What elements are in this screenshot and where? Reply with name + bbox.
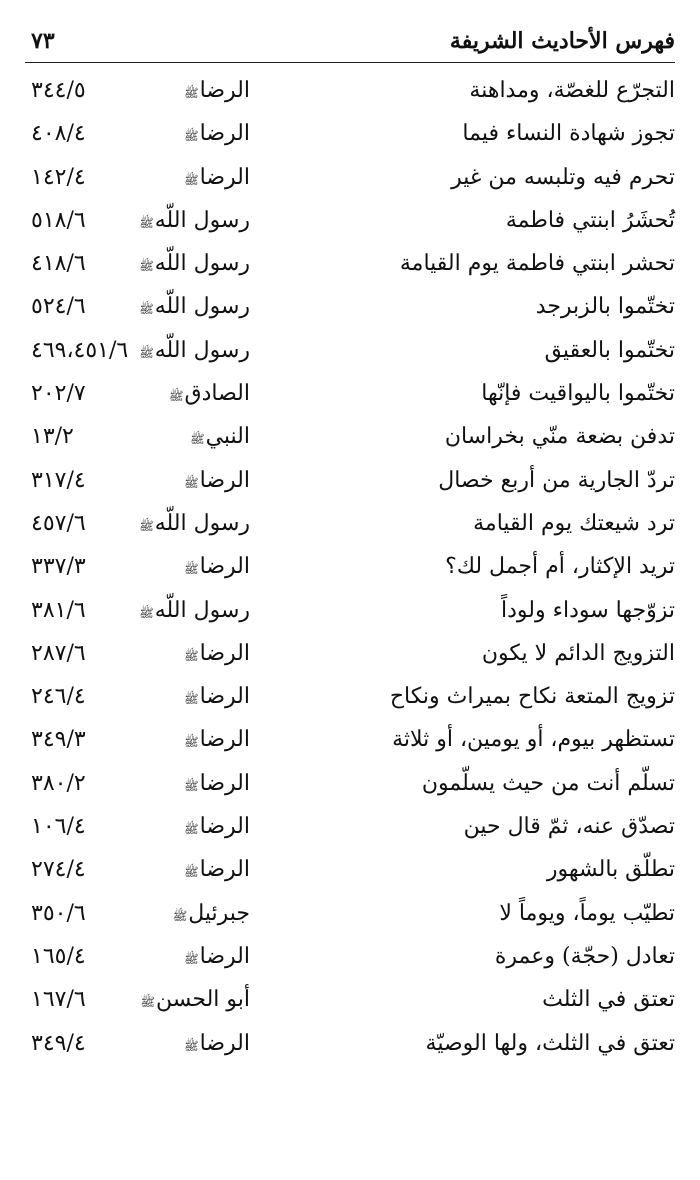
honorific-mark: ﷺ	[184, 129, 199, 144]
volume-page-reference: ١٦٥/٤	[31, 943, 86, 969]
honorific-mark: ﷺ	[184, 778, 199, 793]
narrator	[184, 944, 250, 969]
hadith-text: تختّموا باليواقيت فإنّها	[481, 381, 675, 407]
honorific-mark: ﷺ	[139, 518, 154, 533]
hadith-index-list	[25, 74, 675, 1070]
hadith-text: تستظهر بيوم، أو يومين، أو ثلاثة	[392, 727, 675, 753]
honorific-mark: ﷺ	[184, 475, 199, 490]
list-item	[25, 767, 675, 810]
honorific-mark: ﷺ	[139, 605, 154, 620]
honorific-mark: ﷺ	[184, 735, 199, 750]
list-item	[25, 464, 675, 507]
volume-page-reference: ١٣/٢	[31, 424, 74, 450]
narrator	[184, 78, 250, 103]
honorific-mark: ﷺ	[139, 215, 154, 230]
narrator	[141, 987, 250, 1012]
list-item	[25, 420, 675, 463]
hadith-text: تريد الإكثار، أم أجمل لك؟	[445, 554, 675, 580]
narrator-name: رسول اللّه	[154, 337, 250, 363]
volume-page-reference: ٥٢٤/٦	[31, 294, 86, 320]
list-item	[25, 204, 675, 247]
volume-page-reference: ٣٤٩/٤	[31, 1030, 86, 1056]
volume-page-reference: ١٤٢/٤	[31, 164, 86, 190]
narrator	[173, 901, 250, 926]
list-item	[25, 377, 675, 420]
hadith-text: تعادل (حجّة) وعمرة	[494, 943, 675, 969]
volume-page-reference: ٤٥٧/٦	[31, 510, 86, 536]
narrator-name: النبي	[205, 424, 250, 450]
list-item	[25, 940, 675, 983]
honorific-mark: ﷺ	[184, 172, 199, 187]
honorific-mark: ﷺ	[140, 995, 156, 1010]
honorific-mark: ﷺ	[184, 865, 199, 880]
narrator	[190, 424, 250, 449]
list-item	[25, 117, 675, 160]
page-title: فهرس الأحاديث الشريفة	[449, 28, 675, 54]
narrator-name: الرضا	[199, 943, 250, 969]
volume-page-reference: ٣١٧/٤	[31, 467, 86, 493]
narrator	[184, 814, 250, 839]
volume-page-reference: ٣٥٠/٦	[31, 900, 86, 926]
hadith-text: ترد شيعتك يوم القيامة	[473, 510, 675, 536]
list-item	[25, 637, 675, 680]
narrator	[139, 294, 250, 319]
honorific-mark: ﷺ	[172, 908, 188, 923]
list-item	[25, 897, 675, 940]
volume-page-reference: ٤٠٨/٤	[31, 121, 86, 147]
hadith-text: تحرم فيه وتلبسه من غير	[451, 164, 675, 190]
hadith-text: تطلّق بالشهور	[546, 857, 675, 883]
honorific-mark: ﷺ	[184, 86, 199, 100]
narrator	[139, 598, 250, 623]
narrator-name: الرضا	[199, 727, 250, 753]
narrator	[184, 165, 250, 190]
narrator-name: الرضا	[199, 121, 250, 147]
honorific-mark: ﷺ	[184, 692, 199, 707]
honorific-mark: ﷺ	[139, 345, 154, 360]
narrator-name: الرضا	[199, 78, 250, 103]
narrator	[139, 208, 250, 233]
list-item	[25, 550, 675, 593]
honorific-mark: ﷺ	[190, 432, 205, 447]
narrator-name: رسول اللّه	[154, 207, 250, 233]
list-item	[25, 594, 675, 637]
narrator-name: الرضا	[199, 164, 250, 190]
hadith-text: تجوز شهادة النساء فيما	[462, 121, 675, 147]
hadith-text: تردّ الجارية من أربع خصال	[438, 467, 675, 493]
narrator	[184, 641, 250, 666]
hadith-text: تدفن بضعة منّي بخراسان	[444, 424, 675, 450]
narrator	[184, 121, 250, 146]
list-item	[25, 983, 675, 1026]
hadith-text: تطيّب يوماً، ويوماً لا	[499, 900, 675, 926]
volume-page-reference: ٣٨١/٦	[31, 597, 86, 623]
hadith-text: تزوّجها سوداء ولوداً	[501, 597, 675, 623]
narrator-name: رسول اللّه	[154, 597, 250, 623]
list-item	[25, 334, 675, 377]
narrator-name: جبرئيل	[188, 900, 250, 926]
honorific-mark: ﷺ	[184, 1038, 199, 1053]
narrator	[184, 684, 250, 709]
volume-page-reference: ٢٤٦/٤	[31, 684, 86, 710]
honorific-mark: ﷺ	[139, 302, 154, 317]
volume-page-reference: ٢٨٧/٦	[31, 640, 86, 666]
hadith-text: التجرّع للغصّة، ومداهنة	[469, 78, 675, 103]
list-item	[25, 161, 675, 204]
volume-page-reference: ١٦٧/٦	[31, 987, 86, 1013]
hadith-text: تحشر ابنتي فاطمة يوم القيامة	[399, 251, 675, 277]
honorific-mark: ﷺ	[184, 648, 199, 663]
honorific-mark: ﷺ	[184, 822, 199, 837]
volume-page-reference: ٥١٨/٦	[31, 207, 86, 233]
honorific-mark: ﷺ	[184, 951, 199, 966]
hadith-text: تزويج المتعة نكاح بميراث ونكاح	[389, 684, 675, 710]
narrator-name: أبو الحسن	[156, 987, 250, 1013]
narrator-name: الرضا	[199, 1030, 250, 1056]
narrator-name: الرضا	[199, 857, 250, 883]
volume-page-reference: ٣٣٧/٣	[31, 554, 86, 580]
narrator	[139, 511, 250, 536]
list-item	[25, 290, 675, 333]
volume-page-reference: ٣٤٤/٥	[31, 78, 86, 103]
volume-page-reference: ٣٤٩/٣	[31, 727, 86, 753]
hadith-text: تختّموا بالزبرجد	[535, 294, 675, 320]
hadith-text: التزويج الدائم لا يكون	[481, 640, 675, 666]
narrator-name: الرضا	[199, 554, 250, 580]
narrator	[184, 554, 250, 579]
narrator	[184, 857, 250, 882]
narrator-name: الرضا	[199, 640, 250, 666]
volume-page-reference: ٤٦٩،٤٥١/٦	[31, 337, 129, 363]
list-item	[25, 810, 675, 853]
narrator-name: الرضا	[199, 814, 250, 840]
honorific-mark: ﷺ	[184, 562, 199, 577]
hadith-text: تعتق في الثلث، ولها الوصيّة	[425, 1030, 675, 1056]
hadith-text: تعتق في الثلث	[542, 987, 675, 1013]
narrator-name: الرضا	[199, 770, 250, 796]
volume-page-reference: ٢٧٤/٤	[31, 857, 86, 883]
volume-page-reference: ٢٠٢/٧	[31, 381, 86, 407]
hadith-text: تُحشَرُ ابنتي فاطمة	[505, 207, 675, 233]
list-item	[25, 853, 675, 896]
list-item	[25, 247, 675, 290]
honorific-mark: ﷺ	[139, 259, 154, 274]
running-header	[25, 26, 675, 63]
narrator-name: الرضا	[199, 684, 250, 710]
volume-page-reference: ٤١٨/٦	[31, 251, 86, 277]
narrator-name: رسول اللّه	[154, 294, 250, 320]
narrator	[139, 251, 250, 276]
narrator	[169, 381, 250, 406]
hadith-text: تختّموا بالعقيق	[544, 337, 675, 363]
narrator-name: رسول اللّه	[154, 510, 250, 536]
narrator-name: الرضا	[199, 467, 250, 493]
narrator	[139, 338, 250, 363]
volume-page-reference: ١٠٦/٤	[31, 814, 86, 840]
honorific-mark: ﷺ	[169, 389, 184, 404]
list-item	[25, 680, 675, 723]
hadith-text: تسلّم أنت من حيث يسلّمون	[421, 770, 675, 796]
narrator	[184, 1031, 250, 1056]
list-item	[25, 1027, 675, 1070]
hadith-text: تصدّق عنه، ثمّ قال حين	[463, 814, 675, 840]
narrator-name: رسول اللّه	[154, 251, 250, 277]
list-item	[25, 74, 675, 117]
narrator-name: الصادق	[184, 381, 250, 407]
list-item	[25, 723, 675, 766]
list-item	[25, 507, 675, 550]
page-number: ٧٣	[31, 28, 55, 54]
narrator	[184, 727, 250, 752]
volume-page-reference: ٣٨٠/٢	[31, 770, 86, 796]
narrator	[184, 468, 250, 493]
narrator	[184, 771, 250, 796]
